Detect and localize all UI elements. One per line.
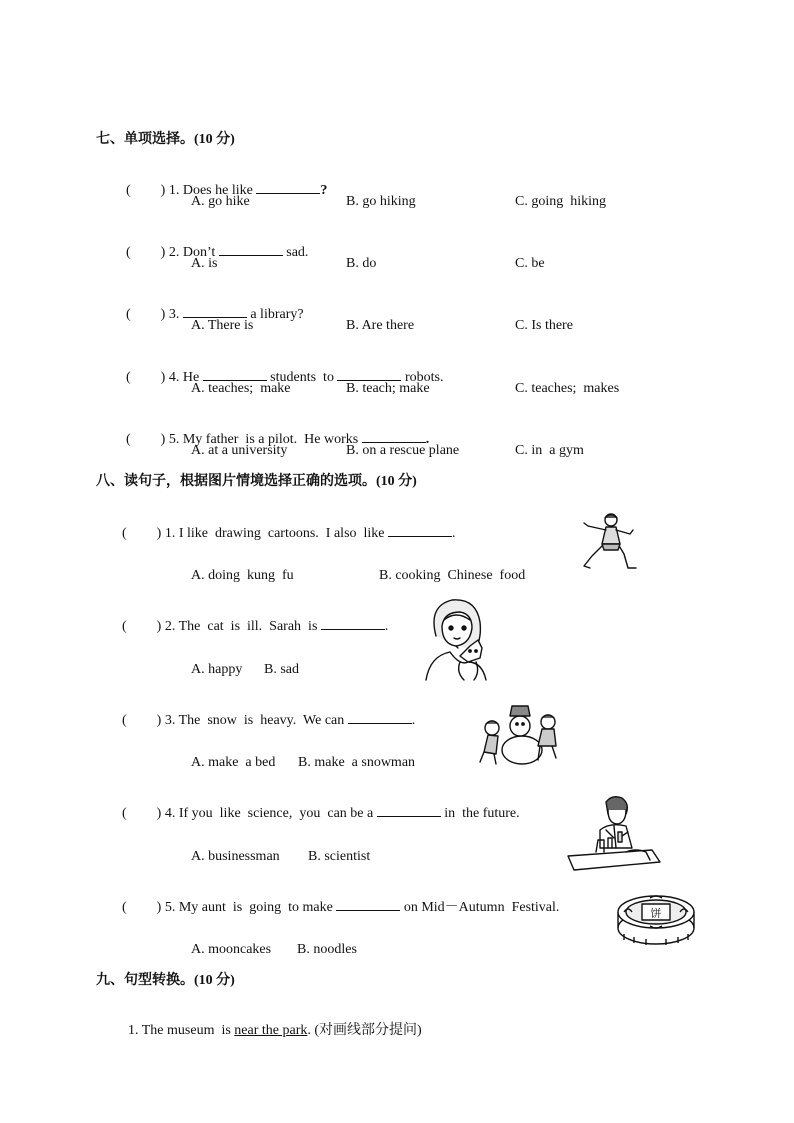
question-number: 3. xyxy=(164,713,176,728)
kung-fu-boy-picture xyxy=(578,510,644,576)
option-b[interactable]: B. cooking Chinese food xyxy=(379,568,526,583)
question-text-end: a library? xyxy=(250,307,304,322)
paren-open: ( xyxy=(126,370,131,385)
paren-open: ( xyxy=(126,183,131,198)
fill-blank[interactable] xyxy=(321,616,385,630)
option-c[interactable]: C. in a gym xyxy=(515,443,584,458)
paren-close: ) xyxy=(156,619,162,634)
fill-blank[interactable] xyxy=(203,367,267,381)
fill-blank[interactable] xyxy=(348,710,412,724)
question-text: 1. The museum is xyxy=(128,1023,231,1038)
question-text: My father is a pilot. He works xyxy=(182,432,359,447)
question-text: I like drawing cartoons. I also like xyxy=(178,526,385,541)
option-b[interactable]: B. noodles xyxy=(297,942,357,957)
paren-open: ( xyxy=(126,432,131,447)
option-b[interactable]: B. go hiking xyxy=(346,194,416,209)
question-text-end: robots. xyxy=(404,370,444,385)
option-c[interactable]: C. teaches; makes xyxy=(515,381,620,396)
paren-close: ) xyxy=(156,806,162,821)
question-8-5 xyxy=(122,879,559,917)
question-text: My aunt is going to make xyxy=(178,900,333,915)
option-a[interactable]: A. happy xyxy=(191,662,243,677)
question-text: The snow is heavy. We can xyxy=(178,713,345,728)
paren-open: ( xyxy=(122,806,127,821)
option-c[interactable]: C. be xyxy=(515,256,545,271)
paren-open: ( xyxy=(126,307,131,322)
option-a[interactable]: A. teaches; make xyxy=(191,381,291,396)
option-c[interactable]: C. Is there xyxy=(515,318,573,333)
question-number: 2. xyxy=(164,619,176,634)
question-text: He xyxy=(182,370,200,385)
paren-open: ( xyxy=(126,245,131,260)
question-mark: ? xyxy=(320,183,328,198)
paren-close: ) xyxy=(160,245,166,260)
period: . xyxy=(411,713,416,728)
fill-blank[interactable] xyxy=(219,242,283,256)
option-a[interactable]: A. mooncakes xyxy=(191,942,272,957)
option-a[interactable]: A. doing kung fu xyxy=(191,568,294,583)
kids-with-snowman-picture xyxy=(478,700,564,768)
option-b[interactable]: B. do xyxy=(346,256,377,271)
option-b[interactable]: B. Are there xyxy=(346,318,415,333)
paren-close: ) xyxy=(160,307,166,322)
question-text: If you like science, you can be a xyxy=(178,806,374,821)
mooncake-picture xyxy=(614,890,698,948)
paren-close: ) xyxy=(160,183,166,198)
option-b[interactable]: B. scientist xyxy=(308,849,371,864)
paren-close: ) xyxy=(156,713,162,728)
fill-blank[interactable] xyxy=(377,803,441,817)
underlined-phrase: near the park xyxy=(234,1023,308,1038)
paren-open: ( xyxy=(122,713,127,728)
section-8-title: 八、读句子，根据图片情境选择正确的选项。(10 分) xyxy=(96,474,417,489)
fill-blank[interactable] xyxy=(388,523,452,537)
section-7-title: 七、单项选择。(10 分) xyxy=(96,132,235,147)
scientist-picture xyxy=(566,792,662,872)
period: . xyxy=(452,526,456,541)
fill-blank[interactable] xyxy=(362,429,426,443)
option-a[interactable]: A. go hike xyxy=(191,194,250,209)
question-text: Does he like xyxy=(182,183,253,198)
girl-with-cat-picture xyxy=(420,596,492,684)
option-b[interactable]: B. on a rescue plane xyxy=(346,443,460,458)
question-number: 5. xyxy=(168,432,180,447)
question-number: 4. xyxy=(168,370,180,385)
question-number: 5. xyxy=(164,900,176,915)
paren-close: ) xyxy=(156,900,162,915)
question-text-end: in the future. xyxy=(444,806,520,821)
question-text: Don’t xyxy=(182,245,216,260)
question-text: The cat is ill. Sarah is xyxy=(178,619,318,634)
option-a[interactable]: A. businessman xyxy=(191,849,280,864)
paren-close: ) xyxy=(156,526,162,541)
period: . xyxy=(384,619,389,634)
fill-blank[interactable] xyxy=(256,180,320,194)
question-8-2 xyxy=(122,598,388,636)
option-b[interactable]: B. teach; make xyxy=(346,381,430,396)
instruction: . (对画线部分提问) xyxy=(307,1023,422,1038)
question-number: 4. xyxy=(164,806,176,821)
question-8-3 xyxy=(122,692,415,730)
question-number: 2. xyxy=(168,245,180,260)
paren-open: ( xyxy=(122,619,127,634)
option-a[interactable]: A. make a bed xyxy=(191,755,276,770)
question-text-end: on Mid－Autumn Festival. xyxy=(403,900,560,915)
fill-blank[interactable] xyxy=(183,304,247,318)
question-8-4 xyxy=(122,785,520,823)
question-text-mid: students to xyxy=(270,370,334,385)
question-number: 1. xyxy=(164,526,176,541)
period: . xyxy=(425,432,430,447)
question-number: 3. xyxy=(168,307,180,322)
paren-close: ) xyxy=(160,432,166,447)
option-b[interactable]: B. make a snowman xyxy=(298,755,416,770)
fill-blank[interactable] xyxy=(336,897,400,911)
option-a[interactable]: A. There is xyxy=(191,318,254,333)
paren-open: ( xyxy=(122,526,127,541)
option-a[interactable]: A. is xyxy=(191,256,218,271)
option-a[interactable]: A. at a university xyxy=(191,443,288,458)
paren-close: ) xyxy=(160,370,166,385)
question-text-end: sad. xyxy=(286,245,309,260)
question-8-1 xyxy=(122,505,456,543)
question-9-1 xyxy=(128,1004,422,1040)
question-number: 1. xyxy=(168,183,180,198)
option-c[interactable]: C. going hiking xyxy=(515,194,607,209)
fill-blank-2[interactable] xyxy=(337,367,401,381)
option-b[interactable]: B. sad xyxy=(264,662,299,677)
section-9-title: 九、句型转换。(10 分) xyxy=(96,973,235,988)
mooncake-character: 饼 xyxy=(650,907,662,920)
paren-open: ( xyxy=(122,900,127,915)
